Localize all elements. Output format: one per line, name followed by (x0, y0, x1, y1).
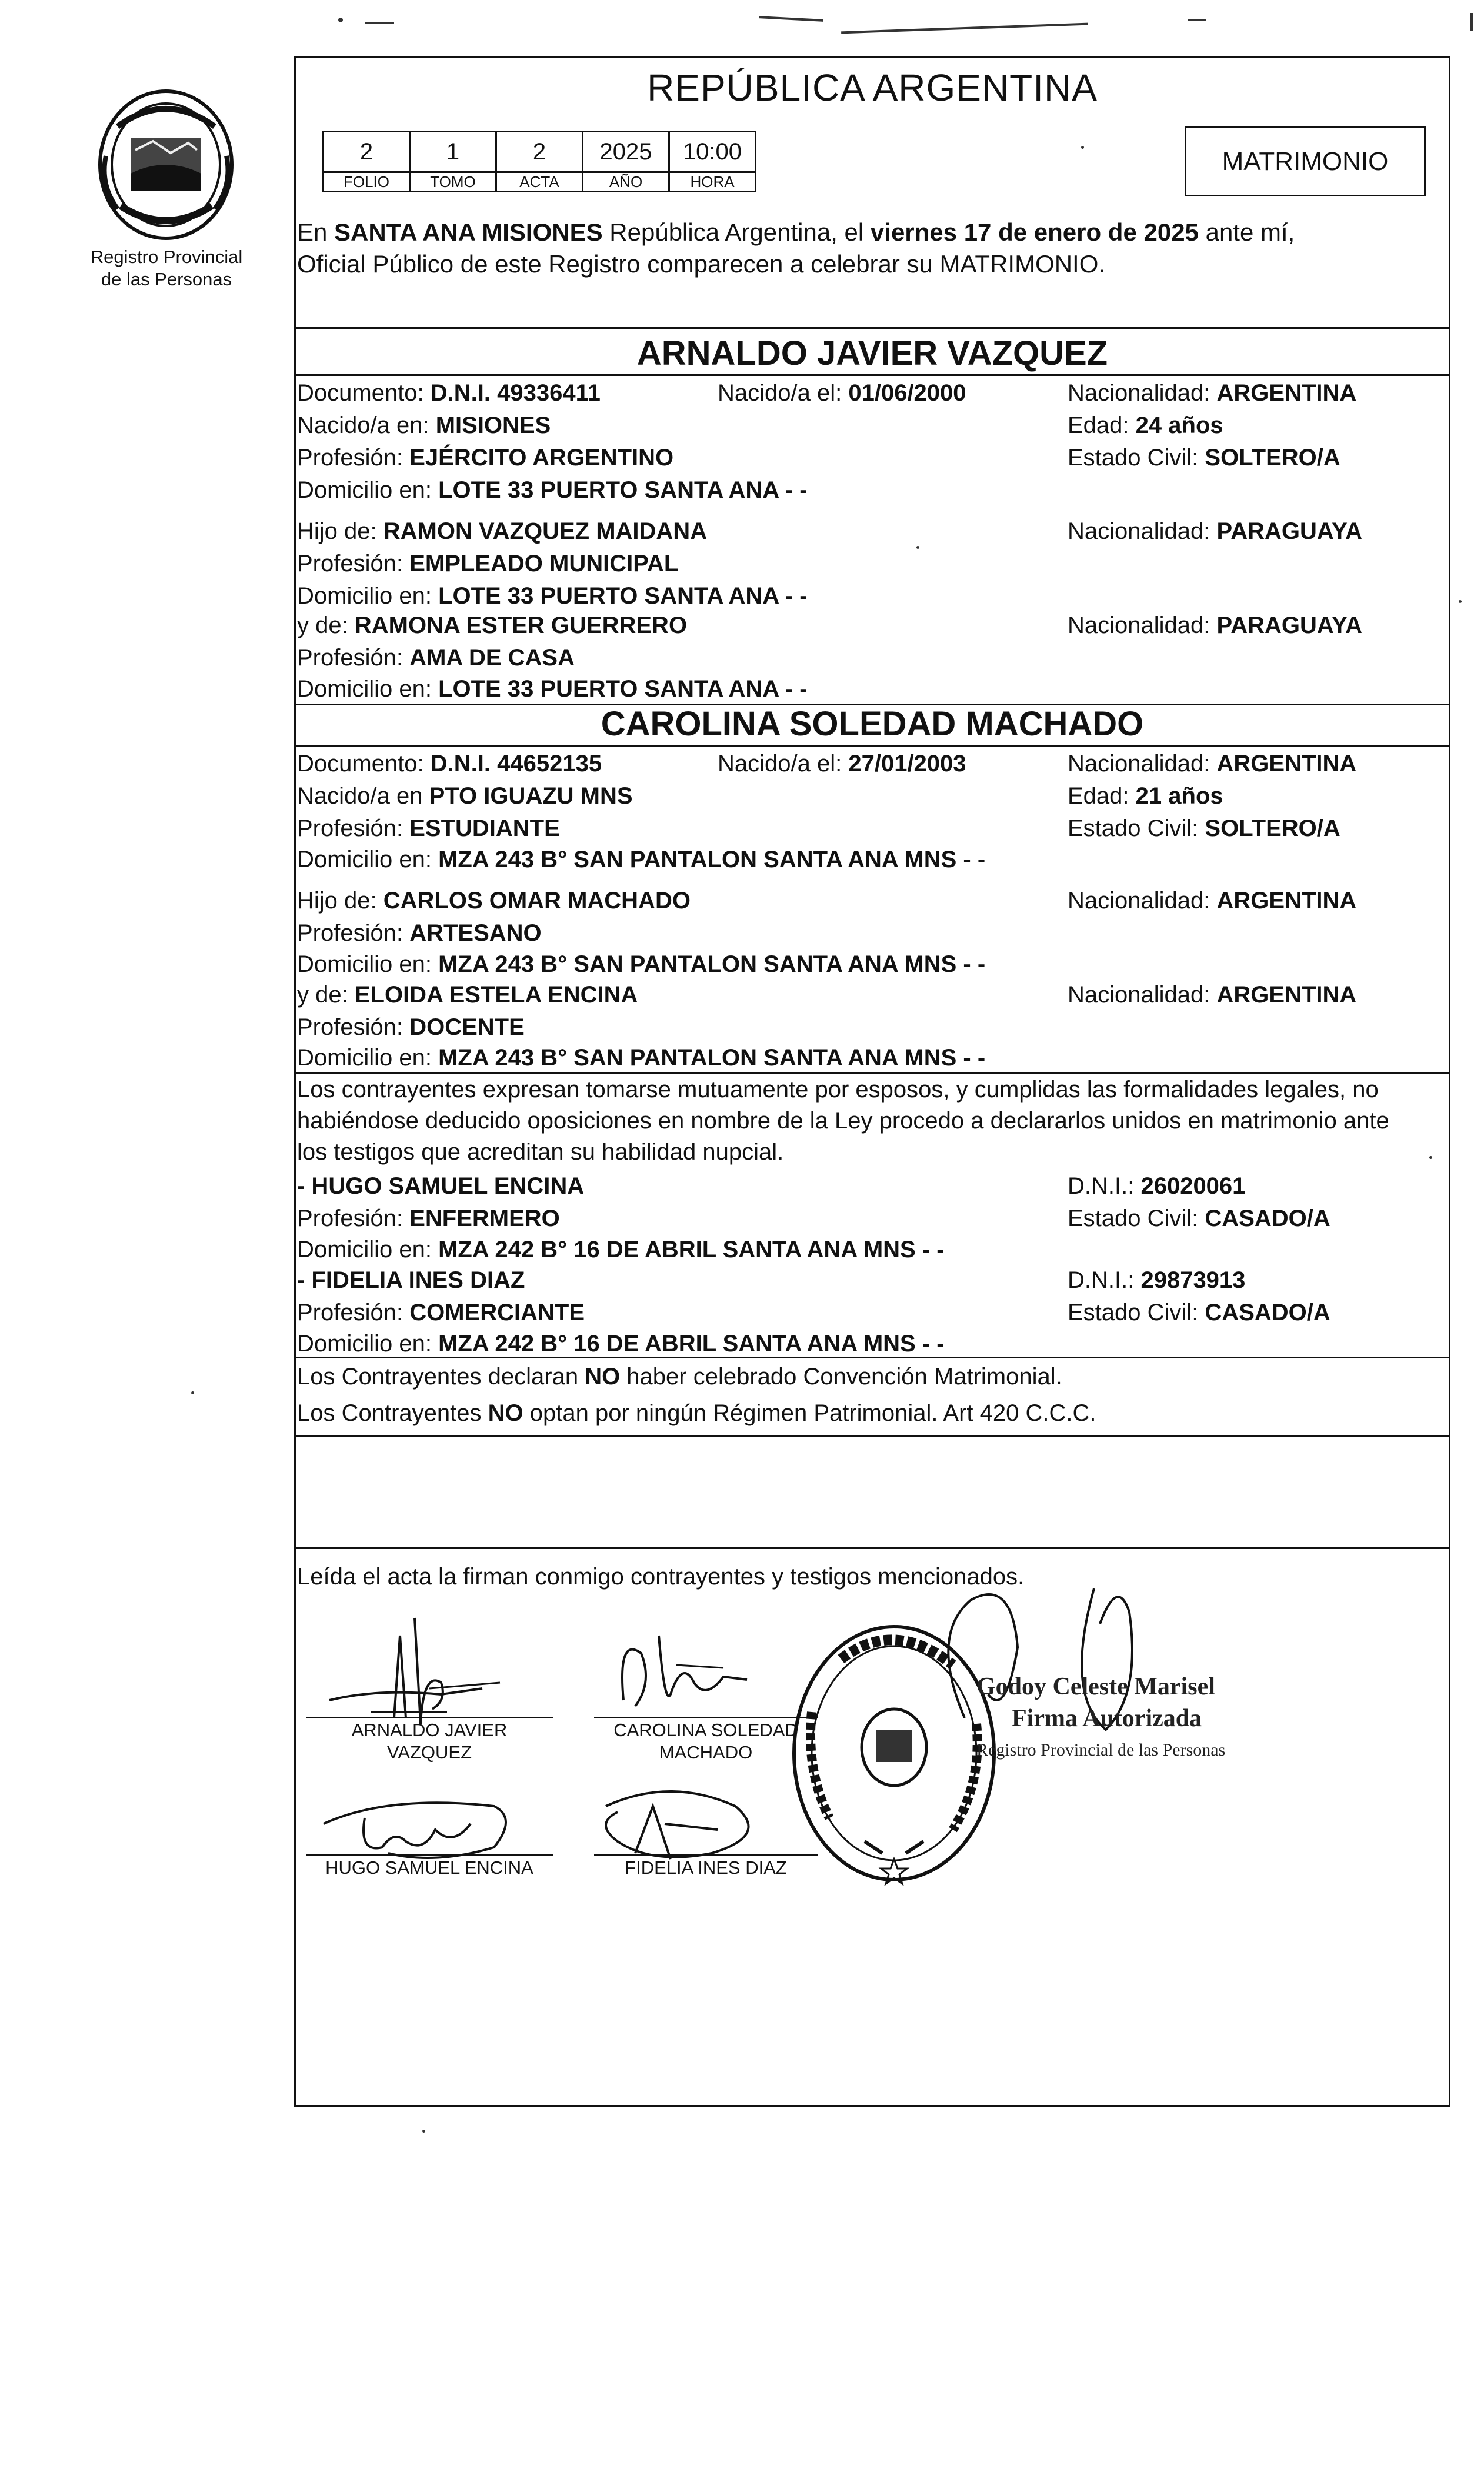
anio-value: 2025 (583, 132, 669, 172)
scan-mark (841, 23, 1088, 34)
spouse2-mother-address: Domicilio en: MZA 243 B° SAN PANTALON SANTA ANA MNS - - (297, 1045, 986, 1071)
scan-mark (1188, 19, 1206, 21)
divider (294, 1547, 1450, 1549)
declaration-line2: habiéndose deducido oposiciones en nombre de la Ley procedo a declararlos unidos en matrimonio ante (297, 1108, 1389, 1134)
spouse1-age: Edad: 24 años (1068, 412, 1223, 438)
provincia-misiones-emblem (94, 85, 238, 241)
declaration-line3: los testigos que acreditan su habilidad nupcial. (297, 1139, 784, 1165)
folio-label: FOLIO (324, 172, 410, 192)
spouse1-father-nationality: Nacionalidad: PARAGUAYA (1068, 518, 1362, 544)
divider (294, 1435, 1450, 1437)
witness2-address: Domicilio en: MZA 242 B° 16 DE ABRIL SANTA ANA MNS - - (297, 1331, 945, 1357)
spouse1-father-address: Domicilio en: LOTE 33 PUERTO SANTA ANA - - (297, 583, 808, 609)
spouse2-birthplace: Nacido/a en PTO IGUAZU MNS (297, 783, 633, 809)
intro-line1: En SANTA ANA MISIONES República Argentina, el viernes 17 de enero de 2025 ante mí, (297, 218, 1295, 246)
spouse2-age: Edad: 21 años (1068, 783, 1223, 809)
declaration-line1: Los contrayentes expresan tomarse mutuamente por esposos, y cumplidas las formalidades legales, no (297, 1077, 1379, 1103)
spouse1-mother: y de: RAMONA ESTER GUERRERO (297, 612, 688, 638)
witness1-dni: D.N.I.: 26020061 (1068, 1173, 1246, 1199)
signature-name-spouse2: CAROLINA SOLEDAD MACHADO (613, 1720, 798, 1763)
witness1-profession: Profesión: ENFERMERO (297, 1205, 560, 1231)
spouse2-civil-status: Estado Civil: SOLTERO/A (1068, 815, 1340, 841)
signature-name-witness1: HUGO SAMUEL ENCINA (325, 1857, 533, 1878)
scan-mark (338, 18, 343, 22)
registry-name-line1: Registro Provincial (90, 247, 243, 267)
witness2-name: - FIDELIA INES DIAZ (297, 1267, 525, 1293)
folio-value: 2 (324, 132, 410, 172)
witness1-name: - HUGO SAMUEL ENCINA (297, 1173, 585, 1199)
divider (294, 374, 1450, 376)
spouse2-document: Documento: D.N.I. 44652135 (297, 751, 602, 777)
authorized-stamp (976, 1671, 1400, 1766)
spouse2-mother-profession: Profesión: DOCENTE (297, 1014, 525, 1040)
scan-speck (916, 546, 919, 549)
intro-line2: Oficial Público de este Registro comparecen a celebrar su MATRIMONIO. (297, 250, 1106, 278)
ceremony-date: viernes 17 de enero de 2025 (870, 218, 1199, 246)
spouse2-profession: Profesión: ESTUDIANTE (297, 815, 560, 841)
country-title: REPÚBLICA ARGENTINA (647, 66, 1098, 109)
signature-name-spouse1: ARNALDO JAVIER VAZQUEZ (351, 1720, 508, 1763)
scan-speck (422, 2130, 425, 2133)
scan-mark (1470, 13, 1473, 31)
scan-mark (759, 16, 823, 22)
signature-spouse2 (606, 1612, 782, 1730)
record-type-box: MATRIMONIO (1185, 126, 1426, 196)
witness1-civil-status: Estado Civil: CASADO/A (1068, 1205, 1330, 1231)
anio-label: AÑO (583, 172, 669, 192)
spouse1-father-profession: Profesión: EMPLEADO MUNICIPAL (297, 551, 679, 577)
spouse1-mother-address: Domicilio en: LOTE 33 PUERTO SANTA ANA - - (297, 676, 808, 702)
divider (294, 745, 1450, 747)
scan-mark (365, 22, 394, 24)
acta-label: ACTA (496, 172, 583, 192)
witness1-address: Domicilio en: MZA 242 B° 16 DE ABRIL SANTA ANA MNS - - (297, 1237, 945, 1263)
spouse1-nationality: Nacionalidad: ARGENTINA (1068, 380, 1357, 406)
acta-value: 2 (496, 132, 583, 172)
spouse1-father: Hijo de: RAMON VAZQUEZ MAIDANA (297, 518, 708, 544)
scan-speck (1429, 1156, 1432, 1159)
spouse1-birthplace: Nacido/a en: MISIONES (297, 412, 551, 438)
registry-name-line2: de las Personas (101, 269, 232, 289)
witness2-profession: Profesión: COMERCIANTE (297, 1300, 585, 1325)
official-name: Godoy Celeste Marisel (976, 1673, 1215, 1700)
regime-line1: Los Contrayentes declaran NO haber celebrado Convención Matrimonial. (297, 1364, 1062, 1390)
signature-line (306, 1854, 553, 1856)
spouse1-civil-status: Estado Civil: SOLTERO/A (1068, 445, 1340, 471)
witness2-dni: D.N.I.: 29873913 (1068, 1267, 1246, 1293)
divider (294, 1072, 1450, 1074)
spouse2-father-address: Domicilio en: MZA 243 B° SAN PANTALON SANTA ANA MNS - - (297, 951, 986, 977)
official-role: Firma Autorizada (1012, 1705, 1202, 1732)
signature-line (306, 1717, 553, 1718)
spouse2-name: CAROLINA SOLEDAD MACHADO (601, 705, 1144, 743)
spouse2-father: Hijo de: CARLOS OMAR MACHADO (297, 888, 691, 914)
spouse1-profession: Profesión: EJÉRCITO ARGENTINO (297, 445, 674, 471)
spouse2-nationality: Nacionalidad: ARGENTINA (1068, 751, 1357, 777)
place: SANTA ANA MISIONES (334, 218, 603, 246)
tomo-value: 1 (410, 132, 496, 172)
hora-value: 10:00 (669, 132, 756, 172)
spouse2-father-profession: Profesión: ARTESANO (297, 920, 542, 946)
spouse1-birthdate: Nacido/a el: 01/06/2000 (718, 380, 966, 406)
spouse1-name: ARNALDO JAVIER VAZQUEZ (636, 334, 1108, 372)
witness2-civil-status: Estado Civil: CASADO/A (1068, 1300, 1330, 1325)
spouse2-mother-nationality: Nacionalidad: ARGENTINA (1068, 982, 1357, 1008)
tomo-label: TOMO (410, 172, 496, 192)
spouse1-document: Documento: D.N.I. 49336411 (297, 380, 601, 406)
spouse1-address: Domicilio en: LOTE 33 PUERTO SANTA ANA - - (297, 477, 808, 503)
spouse2-address: Domicilio en: MZA 243 B° SAN PANTALON SANTA ANA MNS - - (297, 847, 986, 872)
registry-name (69, 246, 264, 291)
spouse1-mother-nationality: Nacionalidad: PARAGUAYA (1068, 612, 1362, 638)
scan-speck (1081, 146, 1084, 149)
spouse2-father-nationality: Nacionalidad: ARGENTINA (1068, 888, 1357, 914)
closing-statement: Leída el acta la firman conmigo contrayentes y testigos mencionados. (297, 1564, 1025, 1590)
scan-speck (191, 1391, 194, 1394)
signature-name-witness2: FIDELIA INES DIAZ (625, 1857, 787, 1878)
spouse1-mother-profession: Profesión: AMA DE CASA (297, 645, 575, 671)
scan-speck (1459, 600, 1462, 603)
register-boxes (322, 131, 756, 192)
divider (294, 327, 1450, 329)
spouse2-mother: y de: ELOIDA ESTELA ENCINA (297, 982, 638, 1008)
official-org: Registro Provincial de las Personas (976, 1740, 1226, 1760)
divider (294, 1357, 1450, 1358)
regime-line2: Los Contrayentes NO optan por ningún Régimen Patrimonial. Art 420 C.C.C. (297, 1400, 1096, 1426)
hora-label: HORA (669, 172, 756, 192)
spouse2-birthdate: Nacido/a el: 27/01/2003 (718, 751, 966, 777)
